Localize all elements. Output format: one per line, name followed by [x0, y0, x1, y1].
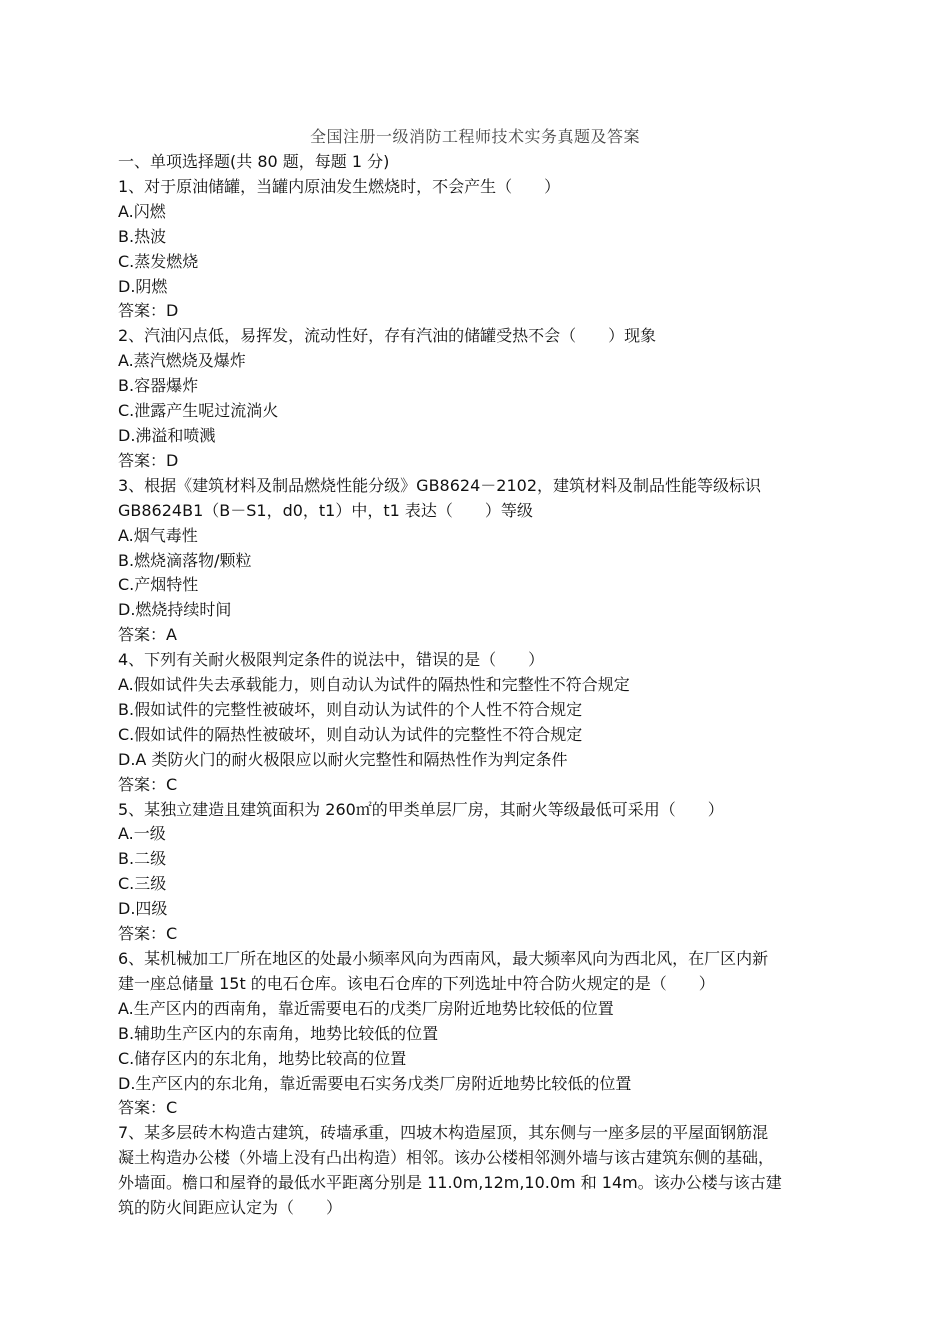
- question-4-option-d: D.A 类防火门的耐火极限应以耐火完整性和隔热性作为判定条件: [118, 749, 568, 769]
- document-title: 全国注册一级消防工程师技术实务真题及答案: [309, 127, 640, 146]
- question-3-option-c: C.产烟特性: [118, 575, 199, 595]
- question-7-stem-line-3: 外墙面。檐口和屋脊的最低水平距离分别是 11.0m,12m,10.0m 和 14m。该办公楼与该古建: [118, 1173, 782, 1193]
- question-3-stem-line-2: GB8624B1（B－S1，d0，t1）中，t1 表达（ ）等级: [118, 500, 533, 520]
- question-5-option-c: C.三级: [118, 874, 167, 894]
- question-2-option-b: B.容器爆炸: [118, 376, 199, 396]
- question-3-option-d: D.燃烧持续时间: [118, 600, 232, 620]
- question-6-option-c: C.储存区内的东北角，地势比较高的位置: [118, 1048, 407, 1068]
- question-6-stem-line-1: 6、某机械加工厂所在地区的处最小频率风向为西南风，最大频率风向为西北风，在厂区内新: [118, 949, 769, 968]
- question-4-option-c: C.假如试件的隔热性被破坏，则自动认为试件的完整性不符合规定: [118, 724, 583, 744]
- question-4-answer: 答案：C: [118, 774, 178, 794]
- question-6-option-d: D.生产区内的东北角，靠近需要电石实务戊类厂房附近地势比较低的位置: [118, 1073, 632, 1093]
- section-heading: 一、单项选择题(共 80 题，每题 1 分): [118, 152, 390, 171]
- question-3-answer: 答案：A: [118, 625, 177, 645]
- question-1-option-d: D.阴燃: [118, 276, 168, 296]
- question-6-answer: 答案：C: [118, 1098, 178, 1118]
- question-3-option-b: B.燃烧滴落物/颗粒: [118, 550, 252, 570]
- question-5-stem: 5、某独立建造且建筑面积为 260㎡的甲类单层厂房，其耐火等级最低可采用（ ）: [118, 799, 724, 819]
- question-1-stem: 1、对于原油储罐，当罐内原油发生燃烧时，不会产生（ ）: [118, 176, 561, 196]
- question-7-stem-line-4: 筑的防火间距应认定为（ ）: [118, 1198, 343, 1218]
- question-1-option-c: C.蒸发燃烧: [118, 251, 199, 271]
- question-3-option-a: A.烟气毒性: [118, 525, 198, 545]
- question-6-stem-line-2: 建一座总储量 15t 的电石仓库。该电石仓库的下列选址中符合防火规定的是（ ）: [118, 973, 715, 993]
- question-2-stem: 2、汽油闪点低，易挥发，流动性好，存有汽油的储罐受热不会（ ）现象: [118, 326, 657, 346]
- question-3-stem-line-1: 3、根据《建筑材料及制品燃烧性能分级》GB8624－2102，建筑材料及制品性能等级标识: [118, 475, 761, 495]
- question-4-stem: 4、下列有关耐火极限判定条件的说法中，错误的是（ ）: [118, 650, 545, 670]
- question-7-stem-line-2: 凝土构造办公楼（外墙上没有凸出构造）相邻。该办公楼相邻测外墙与该古建筑东侧的基础，: [118, 1148, 775, 1168]
- question-2-option-c: C.泄露产生呢过流淌火: [118, 401, 279, 421]
- document-body: [118, 150, 838, 1221]
- question-5-option-d: D.四级: [118, 899, 168, 919]
- question-1-answer: 答案：D: [118, 301, 179, 321]
- question-1-option-a: A.闪燃: [118, 201, 166, 221]
- question-4-option-b: B.假如试件的完整性被破坏，则自动认为试件的个人性不符合规定: [118, 699, 583, 719]
- question-5-answer: 答案：C: [118, 924, 178, 944]
- question-5-option-a: A.一级: [118, 824, 166, 844]
- question-4-option-a: A.假如试件失去承载能力，则自动认为试件的隔热性和完整性不符合规定: [118, 675, 630, 695]
- question-6-option-b: B.辅助生产区内的东南角，地势比较低的位置: [118, 1023, 439, 1043]
- question-1-option-b: B.热波: [118, 226, 167, 246]
- question-7-stem-line-1: 7、某多层砖木构造古建筑，砖墙承重，四坡木构造屋顶，其东侧与一座多层的平屋面钢筋混: [118, 1123, 769, 1143]
- question-2-option-a: A.蒸汽燃烧及爆炸: [118, 351, 246, 371]
- question-2-option-d: D.沸溢和喷溅: [118, 425, 216, 445]
- question-5-option-b: B.二级: [118, 849, 167, 869]
- question-6-option-a: A.生产区内的西南角，靠近需要电石的戊类厂房附近地势比较低的位置: [118, 998, 614, 1018]
- question-2-answer: 答案：D: [118, 450, 179, 470]
